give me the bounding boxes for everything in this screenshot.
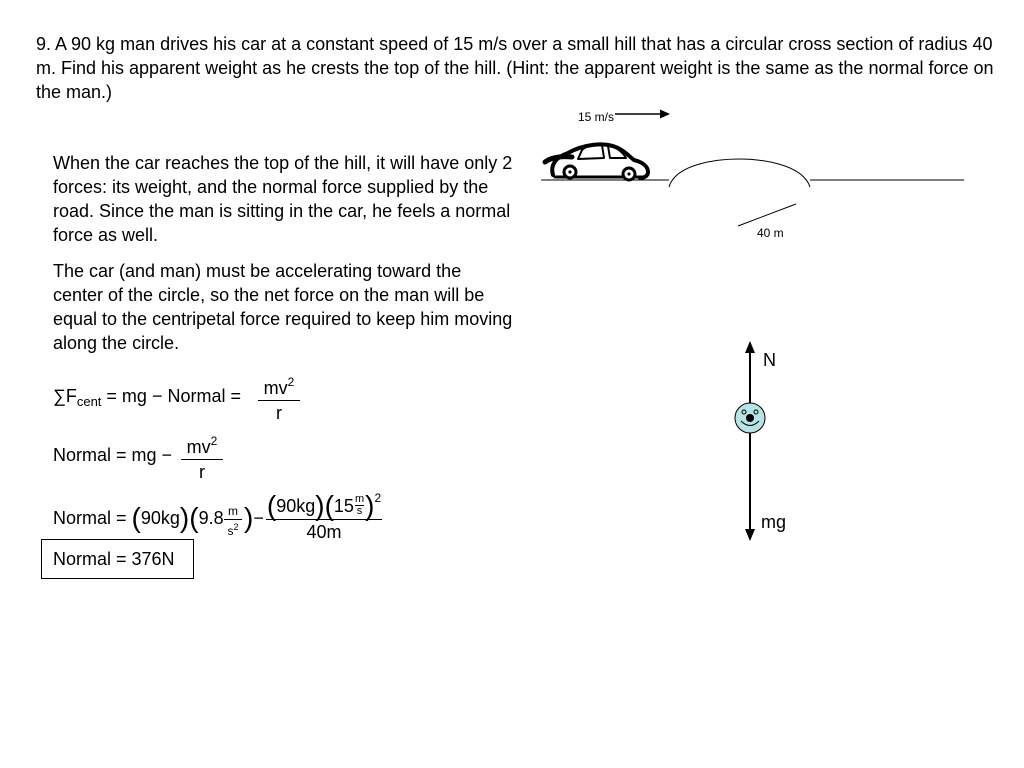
numerator-mv: mv (263, 378, 288, 398)
denominator-r: r (199, 462, 205, 482)
gravity-value: 9.8 (198, 508, 224, 528)
mass-value: 90kg (140, 508, 180, 528)
equation-2-lhs: Normal = mg − (53, 445, 173, 465)
answer-text: Normal = 376N (53, 549, 175, 569)
radius-label: 40 m (757, 226, 784, 240)
normal-force-arrowhead (745, 341, 755, 353)
radius-line (738, 204, 796, 226)
unit-m: m (228, 504, 238, 518)
weight-arrowhead (745, 529, 755, 541)
road-and-hill (541, 159, 964, 187)
exponent-2: 2 (210, 434, 218, 448)
force-symbol: F (65, 386, 77, 406)
denominator-40m: 40m (306, 522, 342, 542)
explanation-paragraph-1: When the car reaches the top of the hill, it will have only 2 forces: its weight, and the normal force supplied by the road. Since the man is sitting in the car, he feels a normal force as well. (53, 153, 513, 245)
weight-label: mg (761, 512, 787, 532)
sigma-symbol: ∑ (53, 386, 66, 406)
explanation-paragraph-2: The car (and man) must be accelerating toward the center of the circle, so the net force on the man will be equal to the centripetal force required to keep him moving along the circle. (53, 261, 513, 353)
cent-subscript: cent (76, 394, 102, 409)
unit-m-per-s2: m $s^2$ (224, 505, 242, 538)
fraction-mv2-over-r-numeric: (90kg)(15 $\frac{m}{s}$ )$^2$ 40m (266, 490, 382, 542)
car-icon (545, 144, 648, 180)
normal-force-label: N (763, 350, 776, 370)
exponent-2: 2 (287, 375, 295, 389)
velocity-arrow (615, 110, 670, 119)
free-body-diagram (735, 341, 765, 541)
center-dot (746, 414, 754, 422)
equation-3-minus: )− (244, 502, 264, 533)
speed-label: 15 m/s (578, 110, 615, 124)
unit-s: s (227, 524, 234, 538)
denominator-r: r (276, 403, 282, 423)
equation-3-lhs: Normal = (53, 508, 132, 528)
problem-statement: 9. A 90 kg man drives his car at a constant speed of 15 m/s over a small hill that has a circular cross section of radius 40 m. Find his apparent weight as he crests the top of the hill. (Hint: the apparent weight is the same as the normal force on the man.) (36, 34, 994, 102)
numerator-mv: mv (186, 437, 211, 457)
equation-1-middle: = mg − Normal = (101, 386, 241, 406)
equation-normal-numeric: Normal = (90kg)(9.8 (53, 502, 224, 533)
